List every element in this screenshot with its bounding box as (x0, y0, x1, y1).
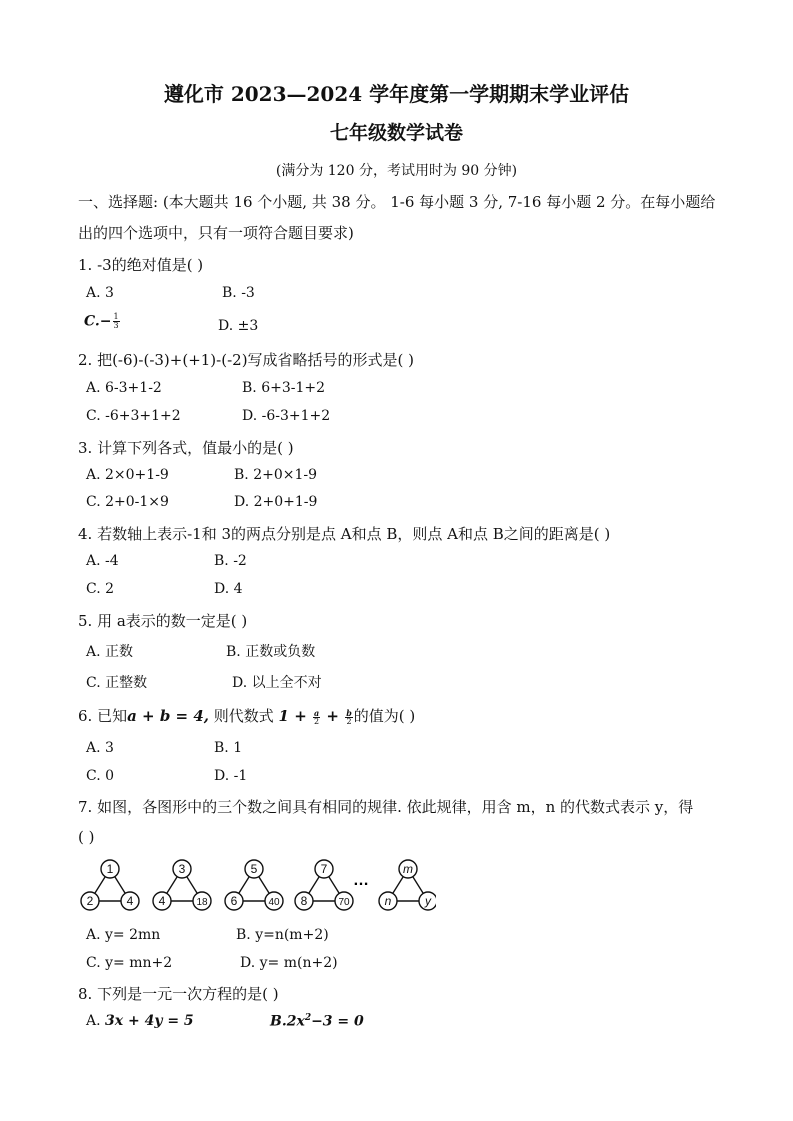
q6-stem (78, 705, 415, 726)
q2-option-c: C. -6+3+1+2 (86, 408, 181, 424)
q7-option-b: B. y=n(m+2) (236, 927, 329, 943)
q6-condition: a + b = 4, (127, 707, 209, 725)
q7-stem-line2: ( ) (78, 828, 95, 846)
q3-stem: 3. 计算下列各式，值最小的是( ) (78, 439, 294, 457)
q6-mid: 则代数式 (209, 707, 279, 725)
q1-c-denominator: 3 (113, 321, 119, 330)
q1-option-a: A. 3 (86, 285, 114, 301)
q7-node-top-label: m (403, 862, 413, 876)
q4-option-d: D. 4 (214, 581, 243, 597)
q4-option-b: B. -2 (214, 553, 247, 569)
section-heading-line2: 出的四个选项中，只有一项符合题目要求) (78, 224, 354, 242)
q7-node-left-label: 8 (300, 894, 308, 908)
q7-node-right-label: 40 (268, 897, 280, 908)
q7-stem-line1: 7. 如图，各图形中的三个数之间具有相同的规律. 依此规律，用含 m，n 的代数式表示 y，得 (78, 798, 694, 816)
q6-option-a: A. 3 (86, 740, 114, 756)
q2-option-b: B. 6+3-1+2 (242, 380, 326, 396)
q3-option-c: C. 2+0-1×9 (86, 494, 169, 510)
q7-option-d: D. y= m(n+2) (240, 955, 338, 971)
q1-stem: 1. -3的绝对值是( ) (78, 256, 204, 274)
q7-node-top-label: 3 (178, 862, 186, 876)
q6-frac-b-num: b (346, 707, 352, 718)
q8-option-b (270, 1013, 364, 1030)
q1-option-c-fraction (113, 313, 120, 330)
q6-frac-a-num: a (314, 707, 320, 718)
q6-expr-one: 1 + (278, 707, 312, 725)
q1-option-c-prefix: C.− (84, 313, 112, 330)
q6-frac-a-den: 2 (314, 716, 320, 726)
q7-node-right-label: 18 (196, 897, 208, 908)
q1-option-c (84, 313, 121, 330)
q7-node-right-label: y (425, 894, 431, 908)
q7-triangle-1 (81, 860, 139, 910)
q4-option-c: C. 2 (86, 581, 115, 597)
q7-option-c: C. y= mn+2 (86, 955, 173, 971)
q7-node-right-label: 70 (338, 897, 350, 908)
q4-option-a: A. -4 (86, 553, 119, 569)
q6-suffix: 的值为( ) (353, 707, 416, 725)
q7-triangle-figure (76, 855, 436, 917)
q4-stem: 4. 若数轴上表示-1和 3的两点分别是点 A和点 B，则点 A和点 B之间的距离是( ) (78, 525, 611, 543)
q7-node-left-label: 4 (158, 894, 166, 908)
q2-option-d: D. -6-3+1+2 (242, 408, 331, 424)
exam-note: (满分为 120 分，考试用时为 90 分钟) (275, 163, 518, 179)
q6-fraction-a (313, 709, 320, 726)
exam-subtitle: 七年级数学试卷 (329, 122, 463, 144)
q2-option-a: A. 6-3+1-2 (86, 380, 162, 396)
q3-option-d: D. 2+0+1-9 (234, 494, 318, 510)
q6-plus: + (321, 707, 345, 725)
q7-triangle-4 (295, 860, 353, 910)
q7-node-right-label: 4 (126, 894, 134, 908)
q5-option-d: D. 以上全不对 (232, 675, 322, 691)
q5-option-a: A. 正数 (86, 644, 134, 660)
exam-title: 遵化市 2023—2024 学年度第一学期期末学业评估 (163, 82, 630, 106)
q6-option-b: B. 1 (214, 740, 243, 756)
q7-node-top-label: 5 (250, 862, 258, 876)
q7-node-top-label: 1 (106, 862, 114, 876)
q7-node-left-label: 2 (86, 894, 94, 908)
q7-node-top-label: 7 (320, 862, 328, 876)
q6-frac-b-den: 2 (346, 716, 352, 726)
q7-triangle-3 (225, 860, 283, 910)
q6-fraction-b (345, 709, 353, 726)
q7-triangle-5 (379, 860, 436, 910)
q7-option-a: A. y= 2mn (86, 927, 161, 943)
q3-option-b: B. 2+0×1-9 (234, 467, 318, 483)
q5-option-c: C. 正整数 (86, 675, 148, 691)
q6-option-d: D. -1 (214, 768, 248, 784)
q7-ellipsis: … (353, 872, 369, 889)
q8-option-a (86, 1013, 194, 1029)
q7-node-left-label: n (384, 894, 392, 908)
q8-option-b-expr-pre: 2x (286, 1013, 305, 1030)
q8-stem: 8. 下列是一元一次方程的是( ) (78, 985, 279, 1003)
q7-triangle-2 (153, 860, 211, 910)
q8-option-a-label: A. (86, 1013, 106, 1029)
q2-stem: 2. 把(-6)-(-3)+(+1)-(-2)写成省略括号的形式是( ) (78, 351, 415, 369)
q8-option-b-expr-post: −3 = 0 (311, 1013, 364, 1030)
q1-c-numerator: 1 (113, 312, 119, 321)
q1-option-b: B. -3 (222, 285, 255, 301)
q1-option-d: D. ±3 (218, 318, 259, 334)
q8-option-a-expr: 3x + 4y = 5 (105, 1013, 194, 1029)
q8-option-b-label: B. (270, 1013, 287, 1030)
section-heading-line1: 一、选择题: (本大题共 16 个小题, 共 38 分。 1-6 每小题 3 分, 7-16 每小题 2 分。在每小题给 (78, 193, 716, 211)
q3-option-a: A. 2×0+1-9 (86, 467, 169, 483)
q7-node-left-label: 6 (230, 894, 238, 908)
q6-option-c: C. 0 (86, 768, 115, 784)
q5-option-b: B. 正数或负数 (226, 644, 316, 660)
q6-prefix: 6. 已知 (78, 707, 128, 725)
q5-stem: 5. 用 a表示的数一定是( ) (78, 612, 248, 630)
q8-option-b-exponent: 2 (304, 1013, 312, 1023)
